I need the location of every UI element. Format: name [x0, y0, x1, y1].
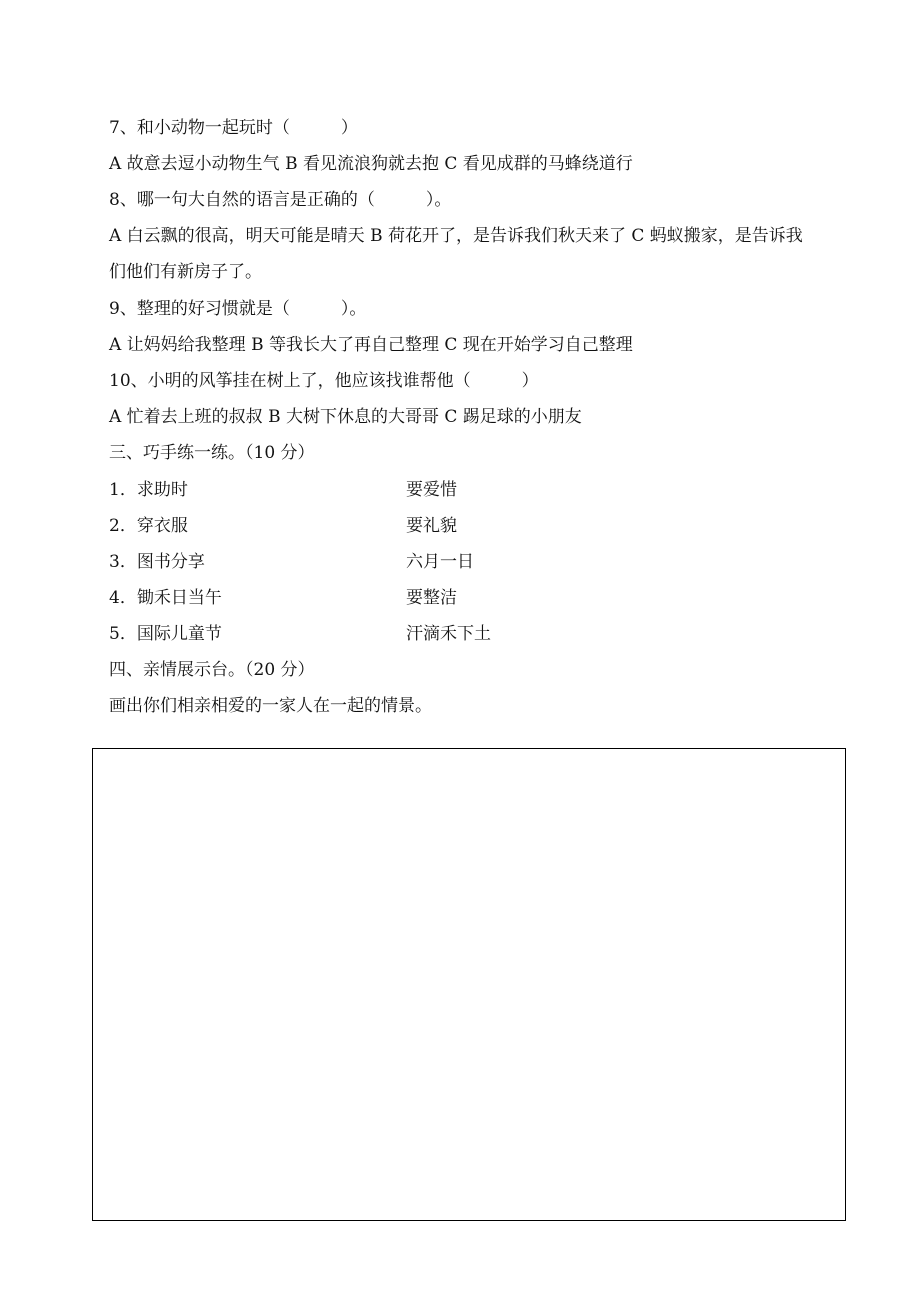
match-right-item: 要爱惜 — [406, 480, 457, 500]
question-9-prompt: 9、整理的好习惯就是（ ）。 — [109, 299, 367, 319]
match-left-item: 5．国际儿童节 — [109, 624, 222, 644]
question-10-prompt: 10、小明的风筝挂在树上了，他应该找谁帮他（ ） — [109, 371, 539, 391]
section-4-instruction: 画出你们相亲相爱的一家人在一起的情景。 — [109, 696, 432, 716]
question-9-options: A 让妈妈给我整理 B 等我长大了再自己整理 C 现在开始学习自己整理 — [109, 335, 633, 355]
match-right-item: 六月一日 — [406, 552, 474, 572]
section-4-heading: 四、亲情展示台。（20 分） — [109, 660, 315, 680]
drawing-area[interactable] — [92, 748, 846, 1221]
question-7-options: A 故意去逗小动物生气 B 看见流浪狗就去抱 C 看见成群的马蜂绕道行 — [109, 154, 633, 174]
section-3-heading: 三、巧手练一练。（10 分） — [109, 443, 315, 463]
match-right-item: 要整洁 — [406, 588, 457, 608]
question-10-options: A 忙着去上班的叔叔 B 大树下休息的大哥哥 C 踢足球的小朋友 — [109, 407, 582, 427]
match-right-item: 汗滴禾下土 — [406, 624, 491, 644]
question-8-options: A 白云飘的很高，明天可能是晴天 B 荷花开了，是告诉我们秋天来了 C 蚂蚁搬家，是告诉我们他们有新房子了。 — [109, 226, 803, 282]
question-8-prompt: 8、哪一句大自然的语言是正确的（ ）。 — [109, 190, 452, 210]
match-left-item: 3．图书分享 — [109, 552, 205, 572]
question-7-prompt: 7、和小动物一起玩时（ ） — [109, 118, 358, 138]
match-left-item: 2．穿衣服 — [109, 516, 188, 536]
match-left-item: 1．求助时 — [109, 480, 188, 500]
match-right-item: 要礼貌 — [406, 516, 457, 536]
match-left-item: 4．锄禾日当午 — [109, 588, 222, 608]
